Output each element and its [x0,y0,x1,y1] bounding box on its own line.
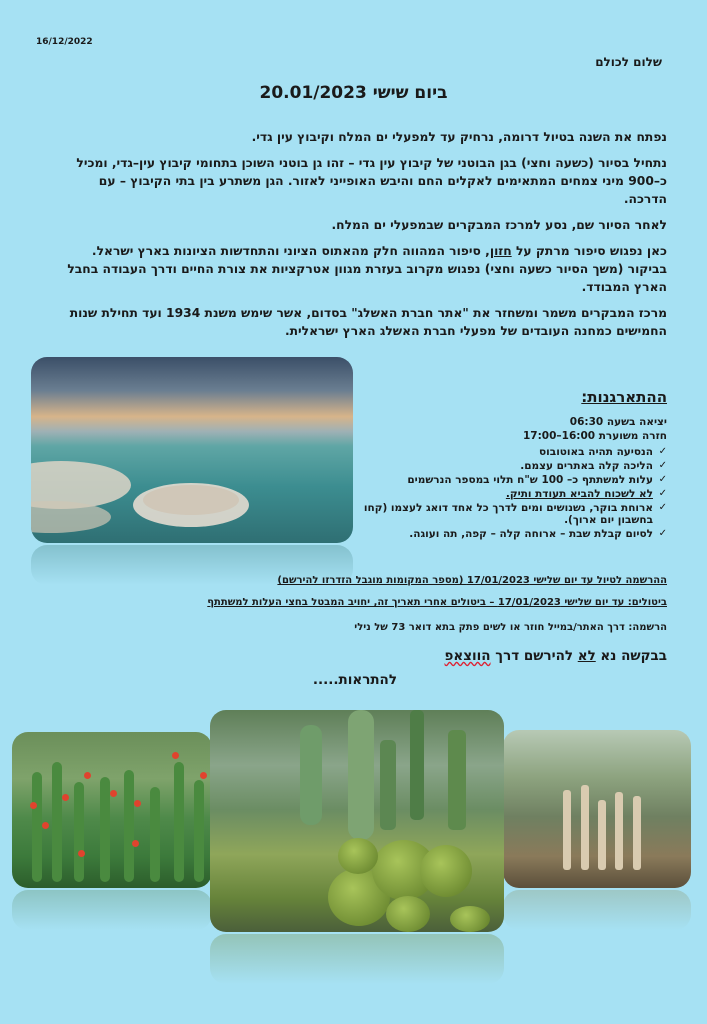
page-title: ביום שישי 20.01/2023 [259,83,448,103]
paragraph-4-underlined: חזון [489,244,512,258]
cactus-flowers-photo [12,732,212,888]
cactus-garden-reflection [210,934,504,984]
ficus-trees-photo [503,730,691,888]
departure-time: יציאה בשעה 06:30 [569,416,667,428]
paragraph-4 [67,242,667,296]
registration-deadline: ההרשמה לטיול עד יום שלישי 17/01/2023 (מספר המקומות מוגבל הזדרזו להירשם) [277,575,667,586]
request-prefix: בבקשה נא [595,648,667,664]
list-item: ✓ לסיום קבלת שבת – ארוחה קלה – קפה, תה ועוגה. [337,528,667,540]
request-whatsapp: הווצאפ [444,648,491,664]
cactus-flowers-reflection [12,890,212,930]
paragraph-5: מרכז המבקרים משמר ומשחזר את "אתר חברת האשלג" בסדום, אשר שימש משנת 1934 ועד תחילת שנות החמישים כמחנה העובדים של מפעלי חברת האשלג הארץ ישראלית. [69,306,667,338]
paragraph-3: לאחר הסיור שם, נסע למרכז המבקרים שבמפעלי ים המלח. [331,218,667,232]
paragraph-2: נתחיל בסיור (כשעה וחצי) בגן הבוטני של קיבוץ עין גדי – זהו גן בוטני השוכן בתחומי קיבוץ עין–גדי, ומכיל כ–900 מיני צמחים המתאימים לאקלים החם והיבש האופייני לאזור. הגן משתרע בין בתי הקיבוץ – עם הדרכה. [76,156,667,206]
organization-list [337,446,667,540]
paragraph-1: נפתח את השנה בטיול דרומה, נרחיק עד למפעלי ים המלח וקיבוץ עין גדי. [251,130,667,144]
list-item: ✓ הליכה קלה באתרים עצמם. [337,460,667,472]
request-not: לא [577,648,596,664]
ficus-trees-reflection [503,890,691,930]
paragraph-4-start: כאן נפגוש סיפור מרתק על [511,244,667,258]
organization-title: ההתארגנות: [581,388,667,406]
cancellation-policy: ביטולים: עד יום שלישי 17/01/2023 – ביטולים אחרי תאריך זה, יחויב המבטל בחצי העלות למשתתף [207,597,667,608]
list-item: ✓ עלות למשתתף כ– 100 ש"ח תלוי במספר הנרשמים [337,474,667,486]
list-item: ✓ לא לשכוח להביא תעודת ותיק. [337,488,667,500]
see-you-text: להתראות..... [312,672,397,688]
whatsapp-request [27,648,667,664]
request-mid: להירשם דרך [490,648,578,664]
return-time: חזרה משוערת 16:00–17:00 [522,430,667,442]
greeting: שלום לכולם [595,55,662,69]
trip-description [67,128,667,348]
paragraph-4-end: , סיפור המהווה חלק מהאתוס הציוני והתחדשות הציונות בארץ ישראל. בביקור (משך הסיור כשעה וחצי) נפגוש מקרוב בעזרת מגוון אטרקציות את צורת החיים ודרך העבודה בחבל הארץ המבודד. [67,244,667,294]
document-date: 16/12/2022 [36,37,93,47]
cactus-garden-photo [210,710,504,932]
dead-sea-photo [31,357,353,543]
organization-section [337,388,667,542]
registration-method: הרשמה: דרך האתר/במייל חוזר או לשים פתק בתא דואר 73 של נילי [354,622,667,633]
list-item: ✓ ארוחת בוקר, נשנושים ומים לדרך כל אחד דואג לעצמו (קחו בחשבון יום ארוך). [337,502,667,526]
list-item: ✓ הנסיעה תהיה באוטובוס [337,446,667,458]
